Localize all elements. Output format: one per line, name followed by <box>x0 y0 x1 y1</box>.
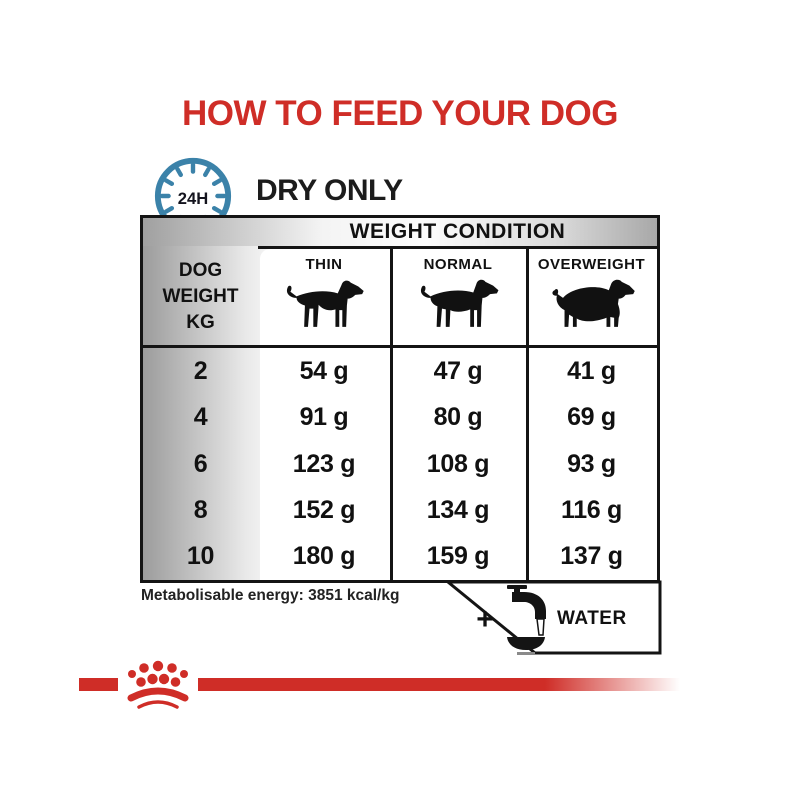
brand-stripe-left <box>79 678 118 691</box>
overweight-ration-value: 116 g <box>560 495 623 524</box>
thin-ration-value: 91 g <box>299 403 349 432</box>
overweight-ration-value: 41 g <box>567 356 616 385</box>
column-header-normal: NORMAL <box>390 249 526 345</box>
page-title: HOW TO FEED YOUR DOG <box>182 94 618 133</box>
dog-weight-value: 2 <box>193 356 208 385</box>
dog-weight-kg-header: DOG WEIGHT KG <box>162 260 239 333</box>
crown-paw-logo-icon <box>117 658 199 710</box>
overweight-dog-icon <box>546 275 638 333</box>
table-row <box>143 441 657 487</box>
normal-ration-value: 134 g <box>426 495 490 524</box>
overweight-ration-value: 69 g <box>567 403 616 432</box>
table-row <box>143 394 657 440</box>
thin-ration-value: 152 g <box>292 495 356 524</box>
column-header-thin: THIN <box>258 249 390 345</box>
feeding-table <box>140 215 660 583</box>
table-row <box>143 534 657 580</box>
overweight-ration-value: 137 g <box>560 542 623 571</box>
dry-only-label: DRY ONLY <box>256 174 403 207</box>
normal-ration-value: 47 g <box>433 356 483 385</box>
table-header-row <box>143 249 657 345</box>
column-header-overweight: OVERWEIGHT <box>526 249 657 345</box>
thin-ration-value: 180 g <box>292 542 356 571</box>
plus-sign: + <box>476 603 494 636</box>
thin-ration-value: 54 g <box>299 356 349 385</box>
dog-weight-value: 8 <box>193 495 208 524</box>
thin-dog-icon <box>278 275 370 333</box>
water-tap-icon <box>499 583 553 655</box>
table-row <box>143 348 657 394</box>
table-body <box>143 348 657 580</box>
brand-stripe-right <box>198 678 680 691</box>
normal-ration-value: 80 g <box>433 403 483 432</box>
dog-weight-value: 10 <box>186 542 215 571</box>
dog-weight-value: 4 <box>193 403 208 432</box>
energy-note: Metabolisable energy: 3851 kcal/kg <box>141 587 400 604</box>
overweight-ration-value: 93 g <box>567 449 616 478</box>
water-label: WATER <box>557 608 627 629</box>
thin-ration-value: 123 g <box>292 449 356 478</box>
normal-ration-value: 159 g <box>426 542 490 571</box>
normal-dog-icon <box>412 275 504 333</box>
normal-ration-value: 108 g <box>426 449 490 478</box>
weight-condition-band: WEIGHT CONDITION <box>143 218 657 246</box>
clock-24h-label: 24H <box>177 188 209 208</box>
dog-weight-value: 6 <box>193 449 208 478</box>
table-row <box>143 487 657 533</box>
